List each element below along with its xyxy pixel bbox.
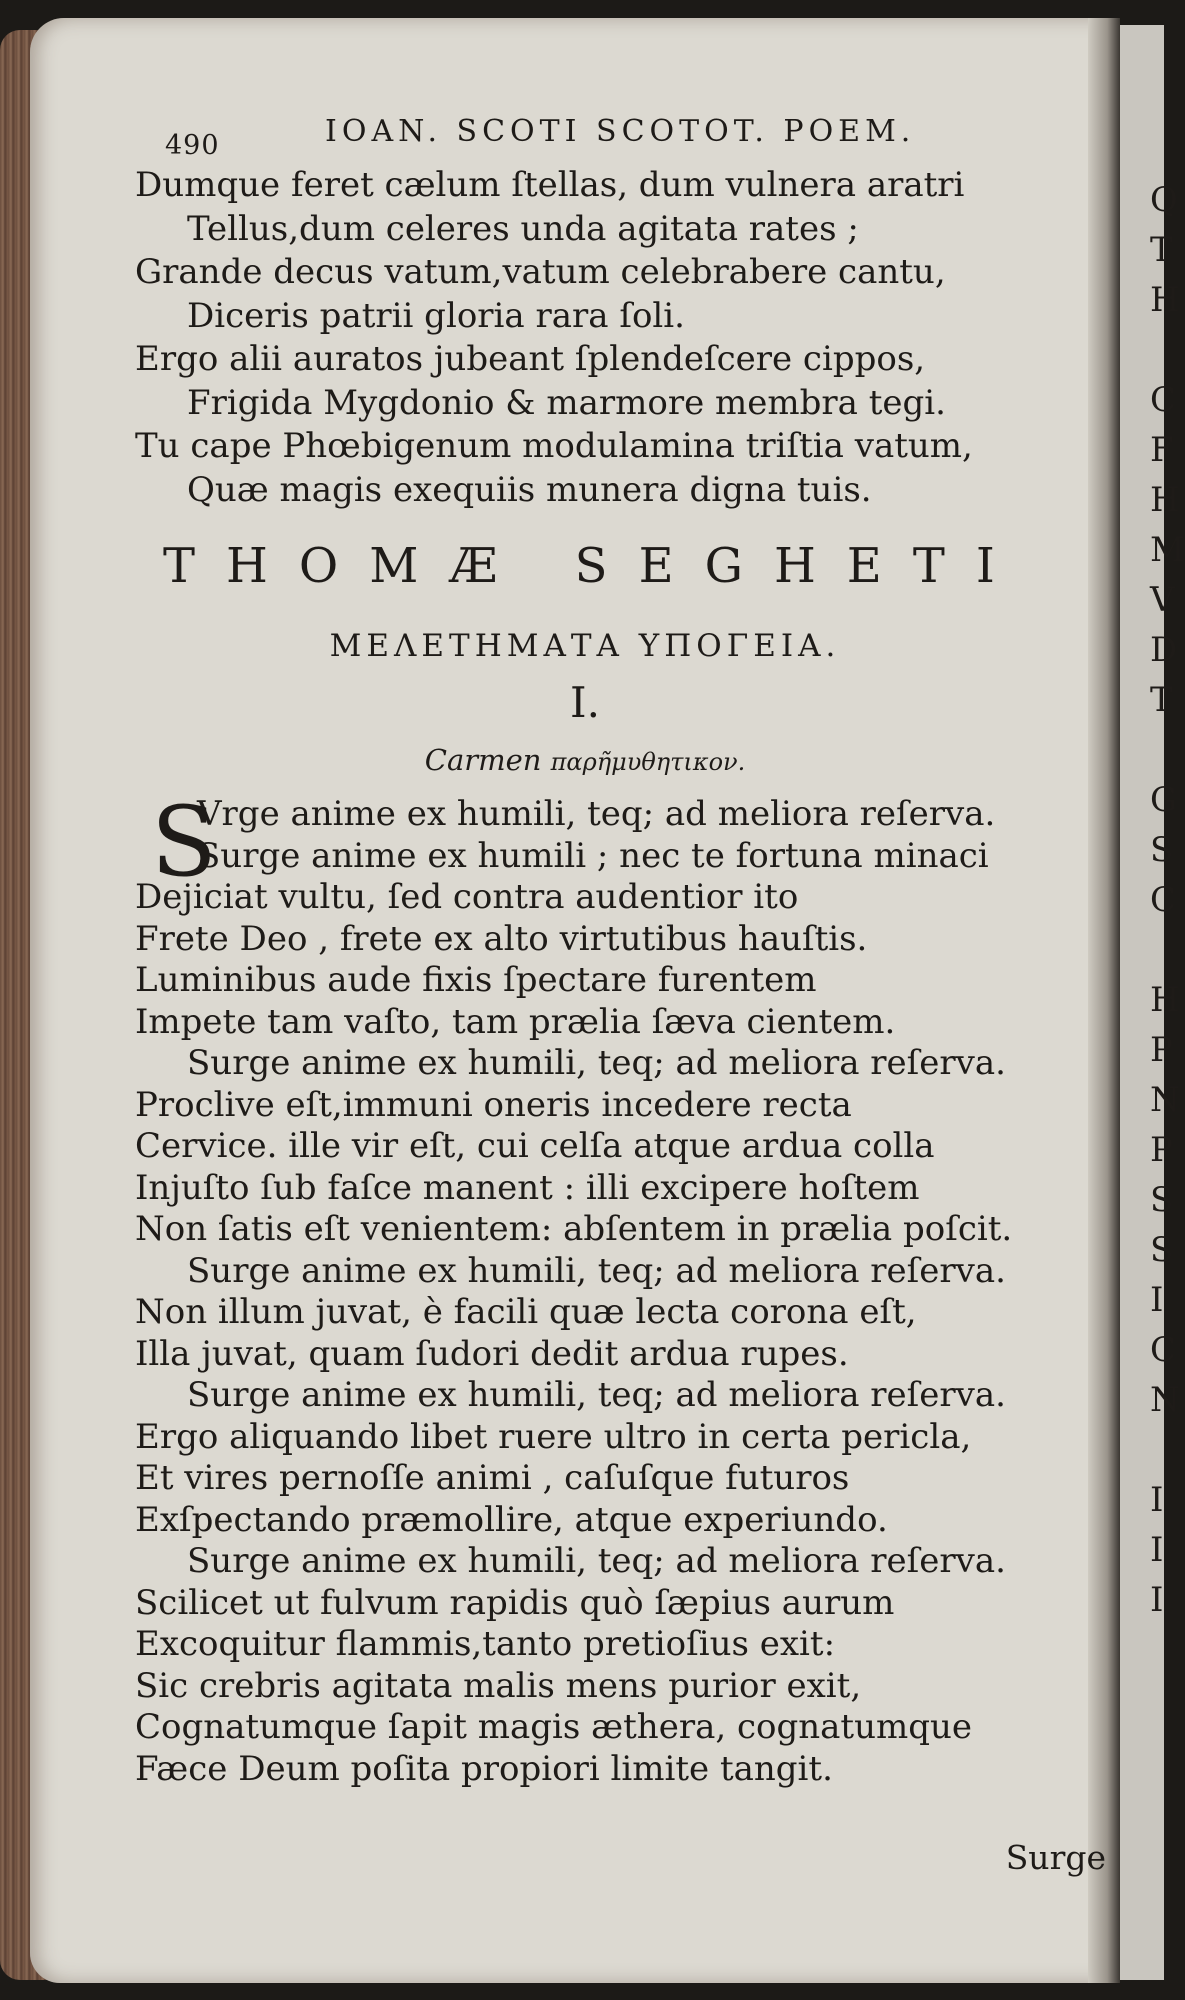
verse-line: Injuſto ſub faſce manent : illi excipere hoſtem [135, 1167, 920, 1208]
catchword: Surge [1005, 1838, 1106, 1877]
verse-line: Quæ magis exequiis munera digna tuis. [187, 469, 872, 510]
facing-initial: H [1150, 980, 1180, 1020]
verse-line: Tu cape Phœbigenum modulamina triſtia vatum, [135, 426, 973, 466]
verse-line: Excoquitur flammis,tanto pretioſius exit: [135, 1624, 836, 1664]
verse-line: Et vires pernoſſe animi , caſuſque futuros [135, 1458, 850, 1498]
verse-line: Diceris patrii gloria rara ſoli. [187, 295, 685, 336]
greek-heading: ΜΕΛΕΤΗΜΑΤΑ ΥΠΟΓΕΙΑ. [329, 628, 841, 664]
verse-line: Fæce Deum poſita propiori limite tangit. [135, 1748, 833, 1789]
facing-initial: F [1150, 430, 1174, 470]
facing-initial: S [1150, 830, 1174, 870]
verse-line: Dumque feret cælum ſtellas, dum vulnera aratri [135, 165, 965, 205]
facing-initial [1150, 725, 1185, 775]
verse-line: Surge anime ex humili, teq; ad meliora reſerva. [187, 1541, 1006, 1581]
facing-initial: C [1150, 380, 1177, 420]
verse-line: Ergo aliquando libet ruere ultro in certa pericla, [135, 1416, 972, 1457]
subtitle-greek: παρῆμυθητικον. [550, 748, 746, 776]
facing-initial: I [1150, 1580, 1164, 1620]
verse-line: Dejiciat vultu, ſed contra audentior ito [135, 877, 799, 917]
drop-cap: S [151, 786, 217, 898]
verse-line: Impete tam vaſto, tam prælia ſæva cientem. [135, 1001, 896, 1042]
verse-line: Cervice. ille vir eſt, cui celſa atque ardua colla [135, 1126, 935, 1166]
facing-initial: T [1150, 680, 1173, 720]
text-block [135, 112, 1075, 1790]
facing-initial: Q [1150, 180, 1178, 220]
verse-line: Frete Deo , frete ex alto virtutibus hauſtis. [135, 918, 868, 959]
facing-initial: D [1150, 630, 1178, 670]
facing-initial: M [1150, 530, 1185, 570]
poem-subtitle [95, 734, 1075, 788]
running-head [135, 112, 1075, 164]
page-number: 490 [165, 130, 220, 161]
poem-verse [135, 786, 1075, 1790]
verse-line: Tellus,dum celeres unda agitata rates ; [187, 208, 859, 249]
verse-line: Sic crebris agitata malis mens purior exit, [135, 1665, 862, 1706]
facing-initial: C [1150, 880, 1177, 920]
verse-line: Proclive eſt,immuni oneris incedere recta [135, 1084, 852, 1125]
verse-line: Illa juvat, quam ſudori dedit ardua rupes. [135, 1333, 849, 1374]
verse-line: Cognatumque ſapit magis æthera, cognatumque [135, 1707, 972, 1747]
verse-line: Non ſatis eſt venientem: abſentem in prælia poſcit. [135, 1209, 1013, 1249]
facing-initial [1150, 325, 1185, 375]
verse-line: Non illum juvat, è facili quæ lecta corona eſt, [135, 1292, 917, 1332]
verse-line: Vrge anime ex humili, teq; ad meliora reſerva. [197, 794, 996, 834]
verse-line: Surge anime ex humili, teq; ad meliora reſerva. [187, 1375, 1006, 1415]
facing-initial: I [1150, 1480, 1164, 1520]
verse-line: Exſpectando præmollire, atque experiundo. [135, 1499, 888, 1540]
gutter-shadow [1088, 18, 1120, 1983]
facing-initial: N [1150, 1080, 1180, 1120]
facing-initial: N [1150, 1380, 1180, 1420]
facing-initial [1150, 1425, 1185, 1475]
facing-initial: C [1150, 1330, 1177, 1370]
facing-initial: S [1150, 1230, 1174, 1270]
verse-line: Surge anime ex humili, teq; ad meliora reſerva. [187, 1250, 1006, 1291]
poem-numeral: I. [570, 678, 600, 727]
facing-initial: I [1150, 1530, 1164, 1570]
running-title: IOAN. SCOTI SCOTOT. POEM. [325, 114, 916, 149]
facing-initial: H [1150, 280, 1180, 320]
verse-line: Grande decus vatum,vatum celebrabere cantu, [135, 252, 946, 292]
verse-line: Surge anime ex humili, teq; ad meliora reſerva. [187, 1043, 1006, 1083]
section-title: THOMÆ SEGHETI [163, 538, 1026, 594]
verse-line: Frigida Mygdonio & marmore membra tegi. [187, 382, 946, 423]
facing-initial: T [1150, 230, 1173, 270]
facing-initial: P [1150, 1130, 1173, 1170]
facing-initial: P [1150, 1030, 1173, 1070]
verse-line: Ergo alii auratos jubeant ſplendeſcere cippos, [135, 339, 926, 379]
facing-initial: I [1150, 1280, 1164, 1320]
verse-line: Surge anime ex humili ; nec te fortuna minaci [197, 835, 989, 876]
facing-initial: S [1150, 1180, 1174, 1220]
poem-body [135, 786, 1075, 1790]
facing-initial [1150, 925, 1185, 975]
verse-line: Luminibus aude fixis ſpectare furentem [135, 960, 817, 1000]
subtitle-latin: Carmen [424, 743, 542, 777]
opening-verse [135, 164, 1075, 512]
verse-line: Scilicet ut fulvum rapidis quò ſæpius aurum [135, 1582, 895, 1623]
facing-initial: G [1150, 780, 1178, 820]
facing-initial: H [1150, 480, 1180, 520]
facing-initial: V [1150, 580, 1175, 620]
facing-page-edge [1120, 25, 1185, 1980]
facing-page-initials [1150, 175, 1185, 1625]
